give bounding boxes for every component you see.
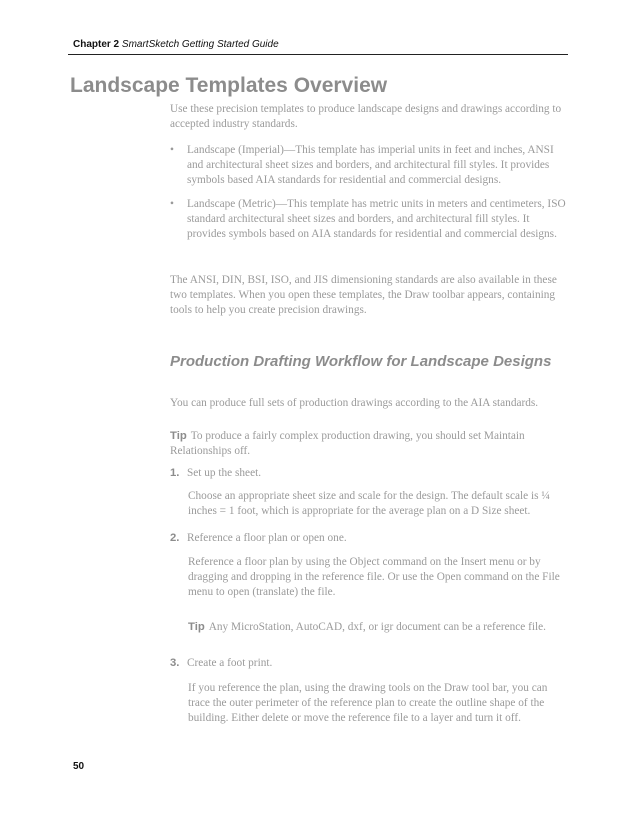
step-title: Set up the sheet. <box>187 467 262 479</box>
section-title: Landscape Templates Overview <box>70 74 388 97</box>
step-2-heading <box>170 531 570 546</box>
bullet-text: Landscape (Imperial)—This template has imperial units in feet and inches, ANSI and architectural sheet sizes and borders, and architectural fill styles. It provides symbols based AIA standards for residential and commercial designs. <box>187 144 554 186</box>
tip-text: To produce a fairly complex production drawing, you should set Maintain Relationships off. <box>170 430 525 457</box>
step-number: 1. <box>170 467 180 479</box>
step-1-body: Choose an appropriate sheet size and scale for the design. The default scale is ¼ inches = 1 foot, which is appropriate for the average plan on a D Size sheet. <box>188 490 550 517</box>
intro-paragraph: Use these precision templates to produce landscape designs and drawings according to accepted industry standards. <box>170 103 562 130</box>
step-2-tip <box>188 620 570 635</box>
step-title: Create a foot print. <box>187 657 273 669</box>
subsection-title: Production Drafting Workflow for Landscape Designs <box>170 353 552 370</box>
header-rule <box>68 54 568 55</box>
list-item <box>170 143 570 188</box>
bullet-icon: • <box>170 198 174 210</box>
guide-title: SmartSketch Getting Started Guide <box>121 39 279 50</box>
subsection-intro: You can produce full sets of production drawings according to the AIA standards. <box>170 397 539 409</box>
step-number: 3. <box>170 657 180 669</box>
chapter-label: Chapter 2 <box>73 39 120 50</box>
tip-label: Tip <box>188 621 205 633</box>
step-number: 2. <box>170 532 180 544</box>
bullet-icon: • <box>170 144 174 156</box>
step-title: Reference a floor plan or open one. <box>187 532 347 544</box>
tip-label: Tip <box>170 430 187 442</box>
tip-text: Any MicroStation, AutoCAD, dxf, or igr document can be a reference file. <box>208 621 546 633</box>
step-3-body: If you reference the plan, using the drawing tools on the Draw tool bar, you can trace the outer perimeter of the reference plan to create the outline shape of the building. Either delete or move the reference file to a layer and turn it off. <box>188 682 548 724</box>
standards-paragraph: The ANSI, DIN, BSI, ISO, and JIS dimensioning standards are also available in these two templates. When you open these templates, the Draw toolbar appears, containing tools to help you create precision drawings. <box>170 274 557 316</box>
tip-note <box>170 429 570 459</box>
step-1-heading <box>170 466 570 481</box>
bullet-text: Landscape (Metric)—This template has metric units in meters and centimeters, ISO standard architectural sheet sizes and borders, and architectural fill styles. It provides symbols based on AIA standards for residential and commercial designs. <box>187 198 566 240</box>
list-item <box>170 197 570 242</box>
page-number: 50 <box>73 761 85 772</box>
running-header <box>73 39 279 50</box>
step-2-body: Reference a floor plan by using the Object command on the Insert menu or by dragging and dropping in the reference file. Or use the Open command on the File menu to open (translate) the file. <box>188 556 560 598</box>
template-list <box>170 143 570 242</box>
step-3-heading <box>170 656 570 671</box>
